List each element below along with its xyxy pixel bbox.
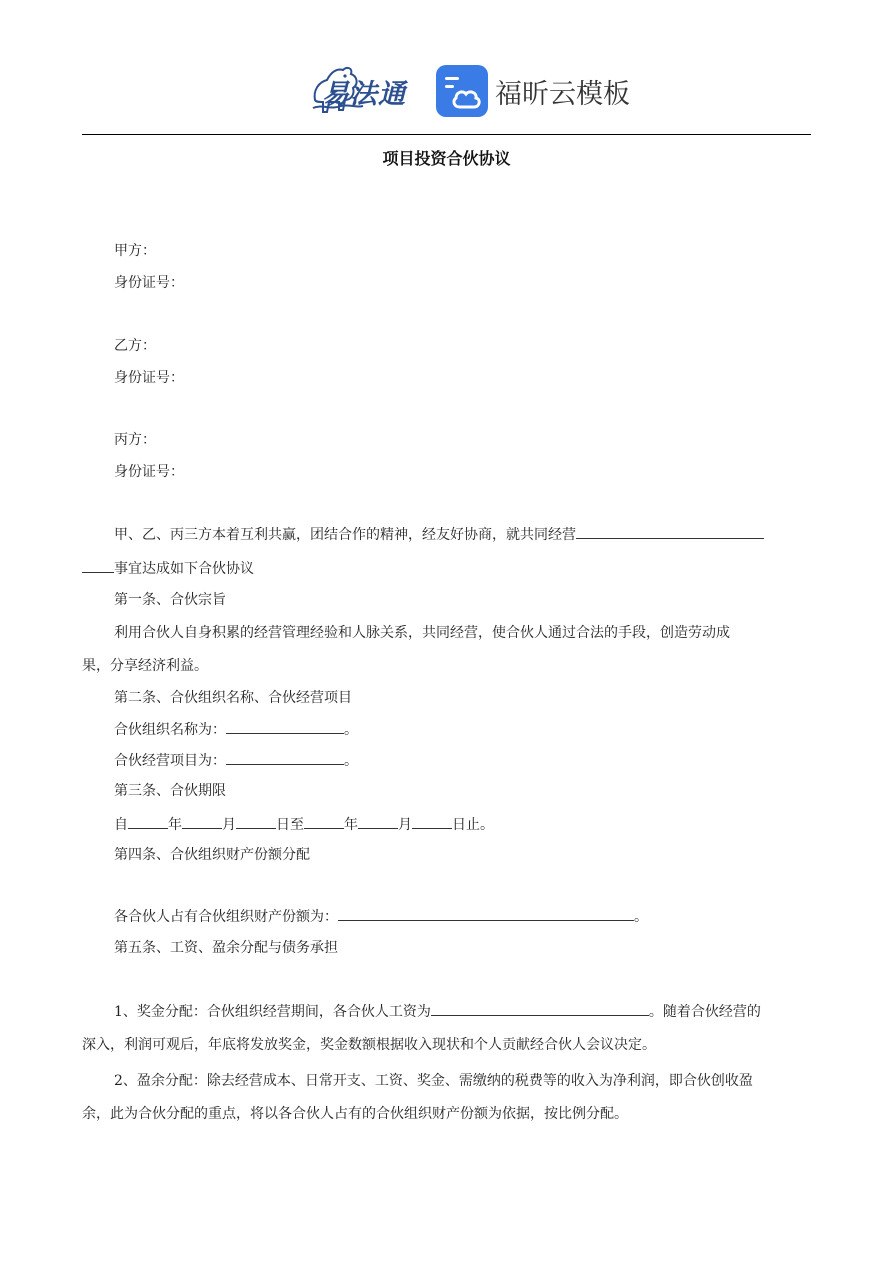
party-a-label: 甲方：	[114, 243, 156, 259]
term-year: 年	[168, 817, 182, 833]
end-day-blank[interactable]	[412, 814, 452, 829]
term-month: 月	[222, 817, 236, 833]
project-label: 合伙经营项目为：	[114, 753, 226, 769]
term-month-2: 月	[398, 817, 412, 833]
surplus-line-1: 2、盈余分配：除去经营成本、日常开支、工资、奖金、需缴纳的税费等的收入为净利润，即合伙创收盈	[114, 1073, 753, 1089]
surplus-line-2: 余，此为合伙分配的重点，将以各合伙人占有的合伙组织财产份额为依据，按比例分配。	[82, 1106, 628, 1122]
business-blank[interactable]	[576, 524, 764, 539]
party-b-label: 乙方：	[114, 338, 156, 354]
term-from: 自	[114, 817, 128, 833]
term-year-2: 年	[344, 817, 358, 833]
bonus-text-a: 1、奖金分配：合伙组织经营期间，各合伙人工资为	[114, 1004, 431, 1020]
project-line	[114, 750, 811, 771]
party-b-id: 身份证号：	[114, 370, 184, 386]
org-name-blank[interactable]	[226, 719, 344, 734]
bonus-line-2: 深入，利润可观后，年底将发放奖金，奖金数额根据收入现状和个人贡献经合伙人会议决定。	[82, 1037, 656, 1053]
end-month-blank[interactable]	[358, 814, 398, 829]
end-year-blank[interactable]	[304, 814, 344, 829]
salary-blank[interactable]	[431, 1001, 649, 1016]
share-label: 各合伙人占有合伙组织财产份额为：	[114, 909, 338, 925]
project-blank[interactable]	[226, 750, 344, 765]
bonus-text-b: 。随着合伙经营的	[648, 1004, 761, 1020]
org-name-label: 合伙组织名称为：	[114, 722, 226, 738]
share-end: 。	[634, 909, 648, 925]
party-a-id: 身份证号：	[114, 275, 184, 291]
bonus-line-1	[114, 1001, 811, 1022]
foxit-cloud-icon	[436, 65, 488, 117]
article-1-line-1: 利用合伙人自身积累的经营管理经验和人脉关系，共同经营，使合伙人通过合法的手段，创造劳动成	[114, 625, 730, 641]
article-3-heading: 第三条、合伙期限	[114, 783, 226, 799]
intro-line-2	[82, 558, 811, 579]
start-day-blank[interactable]	[236, 814, 276, 829]
term-day-to: 日至	[276, 817, 304, 833]
intro-line	[114, 524, 811, 545]
article-1-line-2: 果，分享经济利益。	[82, 658, 208, 674]
share-line	[114, 906, 811, 927]
page-header	[0, 60, 893, 122]
intro-text: 甲、乙、丙三方本着互利共赢，团结合作的精神，经友好协商，就共同经营	[114, 527, 576, 543]
foxit-template-logo-text: 福昕云模板	[495, 79, 630, 110]
org-name-line	[114, 719, 811, 740]
term-day-end: 日止。	[452, 817, 494, 833]
party-c-id: 身份证号：	[114, 464, 184, 480]
term-line	[114, 814, 811, 835]
project-end: 。	[344, 753, 358, 769]
header-divider	[82, 134, 811, 135]
yifatong-logo-text: 易法通	[322, 79, 406, 110]
article-2-heading: 第二条、合伙组织名称、合伙经营项目	[114, 690, 352, 706]
article-4-heading: 第四条、合伙组织财产份额分配	[114, 847, 310, 863]
start-year-blank[interactable]	[128, 814, 168, 829]
business-blank-cont[interactable]	[82, 558, 114, 573]
intro-text-2: 事宜达成如下合伙协议	[114, 561, 254, 577]
share-blank[interactable]	[338, 906, 634, 921]
start-month-blank[interactable]	[182, 814, 222, 829]
party-c-label: 丙方：	[114, 432, 156, 448]
org-name-end: 。	[344, 722, 358, 738]
document-title: 项目投资合伙协议	[382, 149, 511, 168]
article-5-heading: 第五条、工资、盈余分配与债务承担	[114, 940, 338, 956]
article-1-heading: 第一条、合伙宗旨	[114, 592, 226, 608]
